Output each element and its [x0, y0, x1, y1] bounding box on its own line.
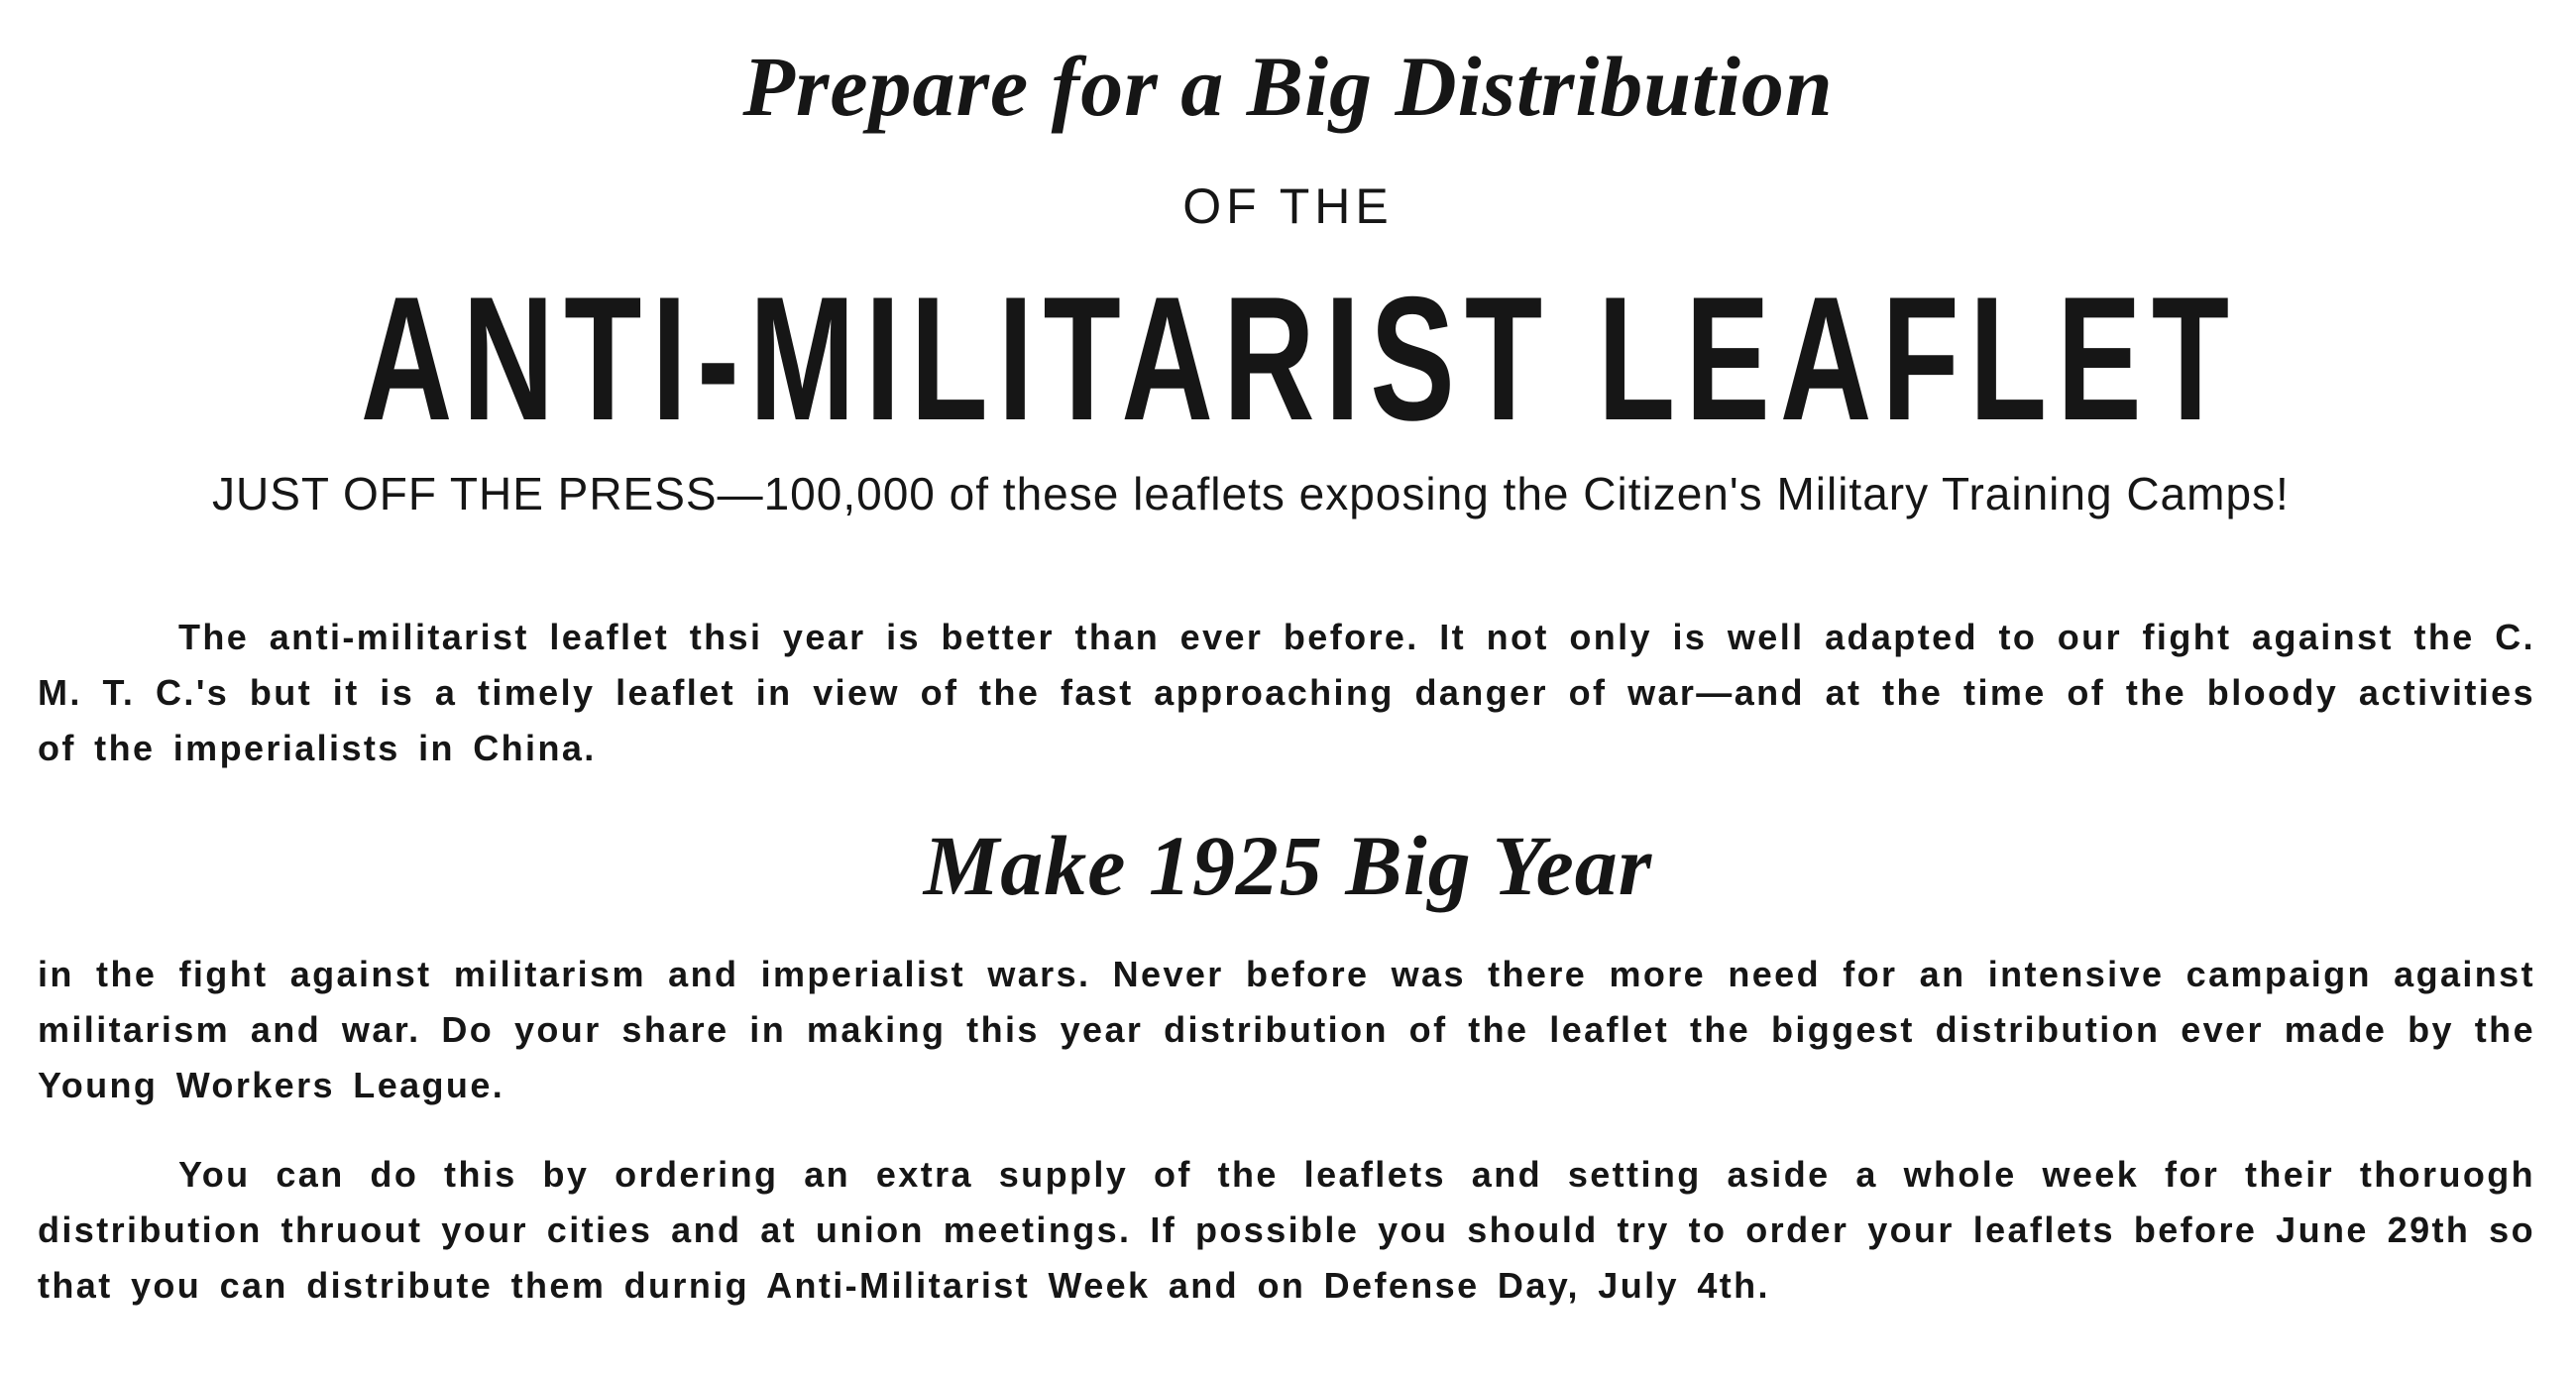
- paragraph-2-text: in the fight against militarism and imperialist wars. Never before was there more need for an intensive campaign against militarism and war. Do your share in making this year distribution of the leaflet the biggest distribution ever made by the Young Workers League.: [38, 954, 2535, 1105]
- paragraph-3-text: You can do this by ordering an extra supply of the leaflets and setting aside a whole week for their thoruogh distribution thruout your cities and at union meetings. If possible you should try to order your leaflets before June 29th so that you can distribute them durnig Anti-Militarist Week and on Defense Day, July 4th.: [38, 1154, 2535, 1306]
- lead-paragraph: [38, 466, 2535, 521]
- headline: Prepare for a Big Distribution: [742, 39, 1834, 134]
- paragraph-1: [38, 610, 2535, 776]
- paragraph-2: [38, 947, 2535, 1113]
- of-the-line: OF THE: [1182, 178, 1394, 234]
- lead-text: JUST OFF THE PRESS—100,000 of these leaflets exposing the Citizen's Military Training Camps!: [212, 468, 2290, 519]
- paragraph-3: [38, 1147, 2535, 1314]
- paragraph-1-text: The anti-militarist leaflet thsi year is better than ever before. It not only is well adapted to our fight against the C. M. T. C.'s but it is a timely leaflet in view of the fast approaching danger of war—and at the time of the bloody activities of the imperialists in China.: [38, 617, 2535, 768]
- main-title: ANTI-MILITARIST LEAFLET: [360, 260, 2240, 457]
- subheading: Make 1925 Big Year: [923, 818, 1653, 913]
